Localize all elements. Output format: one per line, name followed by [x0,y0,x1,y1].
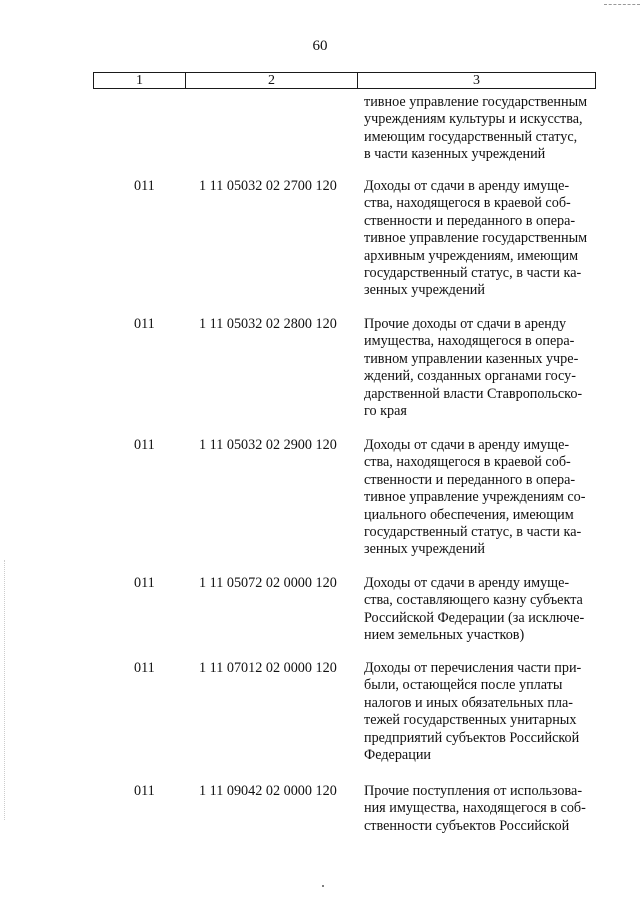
row-description: Доходы от сдачи в аренду имуще- ства, находящегося в краевой соб- ственности и переданного в опера- тивное управление учреждениям со- циального обеспечения, имеющим государственный статус, в части ка- зенных учреждений [364,437,586,558]
column-header-2: 2 [186,73,358,88]
scan-corner-mark [604,4,640,6]
income-code: 1 11 09042 02 0000 120 [199,783,337,799]
row-description: Доходы от перечисления части при- были, остающейся после уплаты налогов и иных обязательных пла- тежей государственных унитарных предприятий субъектов Российской Федерации [364,660,582,764]
row-description: Прочие поступления от использова- ния имущества, находящегося в соб- ственности субъектов Российской [364,783,586,834]
admin-code: 011 [134,575,155,591]
table-header [93,72,596,89]
scan-speck [322,885,324,887]
income-code: 1 11 05032 02 2700 120 [199,178,337,194]
column-header-3: 3 [473,73,480,88]
income-code: 1 11 05032 02 2900 120 [199,437,337,453]
admin-code: 011 [134,178,155,194]
column-header-1: 1 [94,73,186,88]
admin-code: 011 [134,660,155,676]
scan-edge-mark [4,560,6,820]
income-code: 1 11 05072 02 0000 120 [199,575,337,591]
income-code: 1 11 05032 02 2800 120 [199,316,337,332]
admin-code: 011 [134,437,155,453]
admin-code: 011 [134,316,155,332]
continuation-text: тивное управление государственным учреждениям культуры и искусства, имеющим государственный статус, в части казенных учреждений [364,94,588,163]
row-description: Прочие доходы от сдачи в аренду имущества, находящегося в опера- тивном управлении казенных учре- ждений, созданных органами госу- дарственной власти Ставропольско- го края [364,316,583,420]
page-number: 60 [312,38,328,54]
admin-code: 011 [134,783,155,799]
income-code: 1 11 07012 02 0000 120 [199,660,337,676]
row-description: Доходы от сдачи в аренду имуще- ства, составляющего казну субъекта Российской Федерации (за исключе- нием земельных участков) [364,575,585,644]
row-description: Доходы от сдачи в аренду имуще- ства, находящегося в краевой соб- ственности и переданного в опера- тивное управление государственным архивным учреждениям, имеющим государственный статус, в части ка- зенных учреждений [364,178,588,299]
